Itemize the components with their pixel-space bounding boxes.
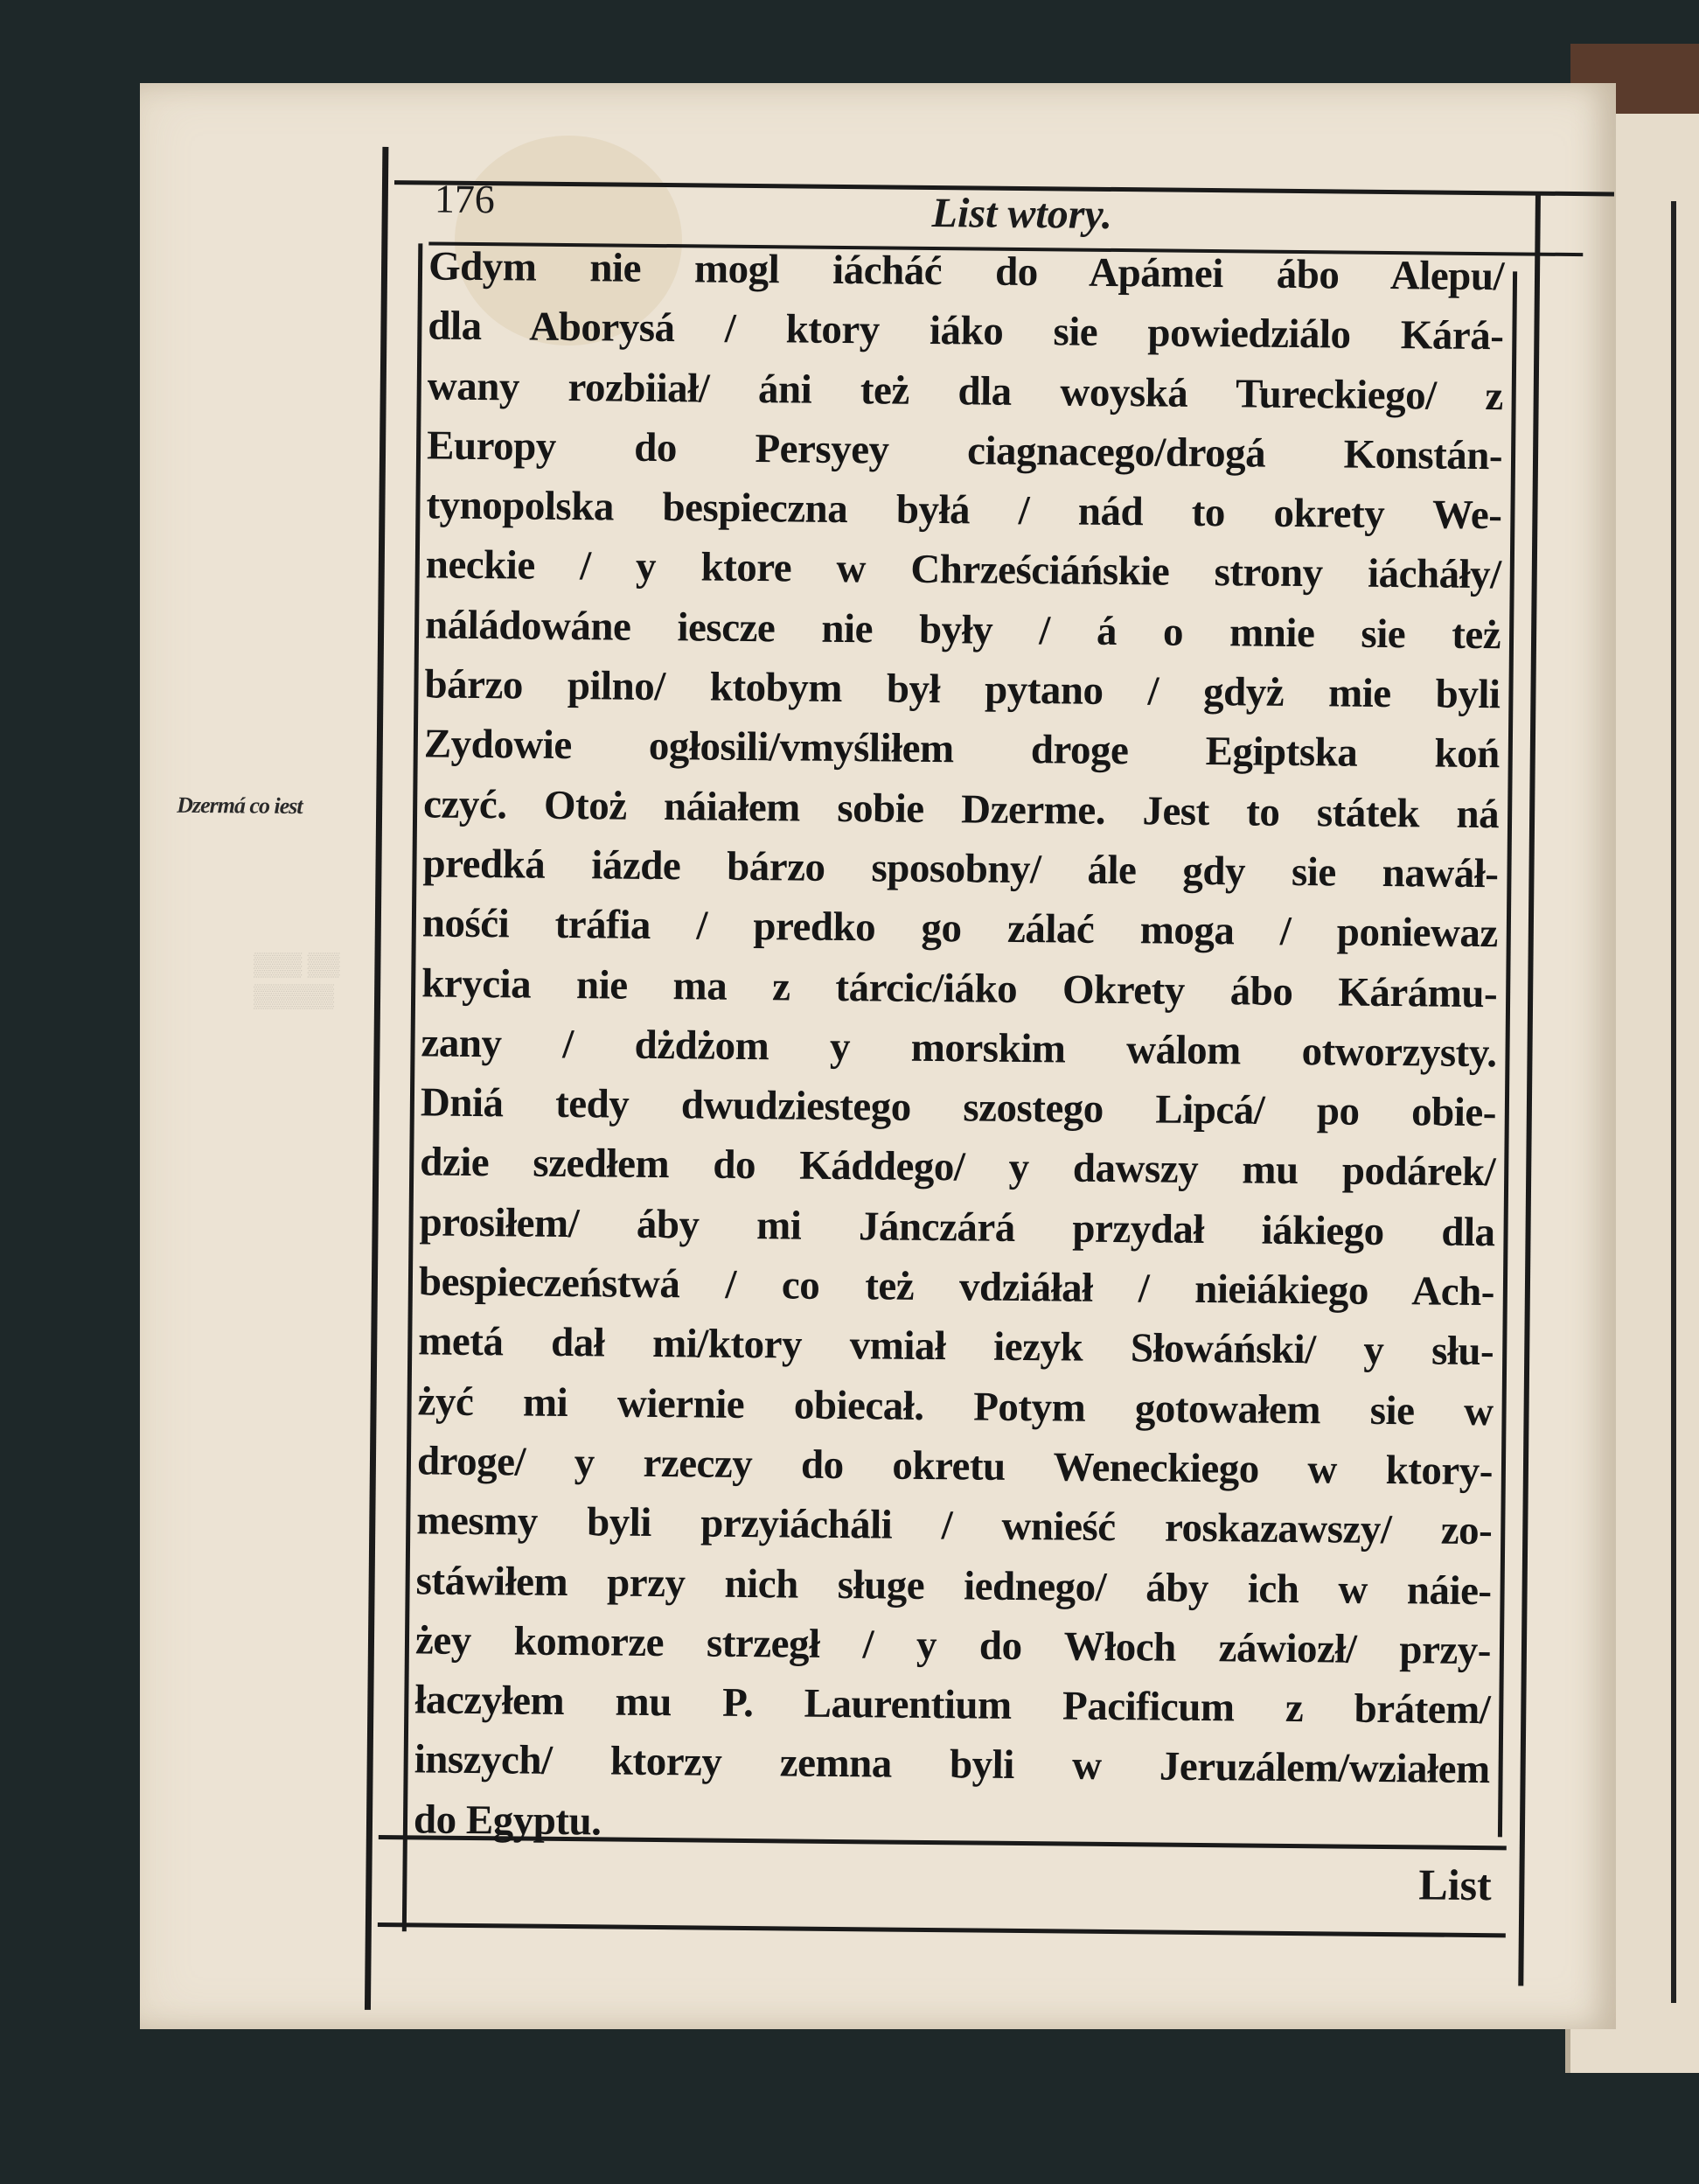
text-line: neckie / y ktore w Chrześciáńskie strony iácháły/ bbox=[425, 541, 1502, 598]
frame-right-outer bbox=[1518, 193, 1541, 1986]
text-line: prosiłem/ áby mi Jánczárá przydał iákiego dla bbox=[419, 1199, 1495, 1255]
margin-note: Dzermá co iest bbox=[177, 792, 303, 820]
footer-rule-bottom bbox=[378, 1922, 1506, 1937]
text-line: predká iázde bárzo sposobny/ ále gdy sie nawáł- bbox=[422, 841, 1499, 897]
bleed-through: ▒▒▒ ▒▒ ▒▒▒▒▒ bbox=[254, 952, 340, 1008]
catchword: List bbox=[1418, 1860, 1493, 1910]
text-line: łaczyłem mu P. Laurentium Pacificum z brátem/ bbox=[414, 1677, 1491, 1734]
text-line: bespieczeństwá / co też vdziáłał / nieiákiego Ach- bbox=[418, 1259, 1495, 1315]
text-line: dla Aborysá / ktory iáko sie powiedziálo Kárá- bbox=[428, 303, 1504, 359]
frame-left-outer bbox=[365, 147, 388, 2010]
text-line: do Egyptu. bbox=[413, 1797, 602, 1845]
book-page bbox=[140, 83, 1616, 2029]
text-line: wany rozbiiał/ áni też dla woyská Tureckiego/ z bbox=[427, 363, 1503, 419]
text-line: zany / dżdżom y morskim wálom otworzysty. bbox=[421, 1020, 1497, 1077]
text-line: tynopolska bespieczna byłá / nád to okrety We- bbox=[426, 482, 1502, 539]
text-line: Gdym nie mogl iácháć do Apámei ábo Alepu/ bbox=[428, 243, 1505, 300]
text-line: inszych/ ktorzy zemna byli w Jeruzálem/wziałem bbox=[414, 1736, 1490, 1793]
text-line: czyć. Otoż náiałem sobie Dzerme. Jest to státek ná bbox=[422, 781, 1500, 837]
text-line: náládowáne iescze nie były / á o mnie sie też bbox=[424, 602, 1501, 659]
text-line: metá dał mi/ktory vmiał iezyk Słowáński/ y słu- bbox=[418, 1318, 1494, 1375]
body-text bbox=[414, 236, 1505, 1860]
text-line: żey komorze strzegł / y do Włoch záwiozł/ przy- bbox=[414, 1617, 1492, 1674]
text-line: Zydowie ogłosili/vmyśliłem droge Egiptska koń bbox=[423, 721, 1501, 778]
page-number: 176 bbox=[434, 176, 496, 222]
text-line: Europy do Persyey ciagnacego/drogá Konstán- bbox=[426, 422, 1503, 479]
text-line: żyć mi wiernie obiecał. Potym gotowałem sie w bbox=[417, 1378, 1494, 1434]
text-line: Dniá tedy dwudziestego szostego Lipcá/ po obie- bbox=[420, 1079, 1497, 1136]
text-line: stáwiłem przy nich sługe iednego/ áby ich w náie- bbox=[415, 1557, 1492, 1614]
running-head: List wtory. bbox=[931, 189, 1113, 238]
text-line: droge/ y rzeczy do okretu Weneckiego w ktory- bbox=[416, 1438, 1494, 1495]
page-content bbox=[123, 74, 1618, 2034]
text-line: dzie szedłem do Káddego/ y dawszy mu podárek/ bbox=[420, 1139, 1496, 1196]
text-line: nośći tráfia / predko go zálać moga / poniewaz bbox=[421, 900, 1499, 957]
text-line: mesmy byli przyiácháli / wnieść roskazawszy/ zo- bbox=[416, 1497, 1493, 1554]
facing-page-frame-rule bbox=[1671, 201, 1676, 2003]
text-line: bárzo pilno/ ktobym był pytano / gdyż mie byli bbox=[424, 661, 1501, 718]
text-line: krycia nie ma z tárcic/iáko Okrety ábo Kárámu- bbox=[421, 959, 1498, 1016]
